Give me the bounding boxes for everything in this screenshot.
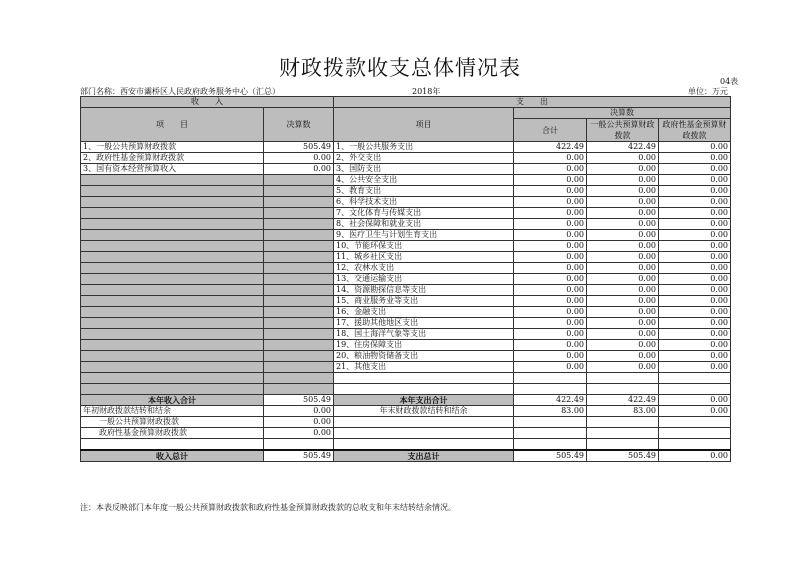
empty-cell [264, 296, 334, 307]
expense-total-value: 0.00 [514, 362, 587, 373]
carryover-begin-value: 0.00 [264, 406, 334, 417]
fund-budget-header: 政府性基金预算财政拨款 [659, 119, 731, 142]
expense-total-value: 0.00 [514, 318, 587, 329]
empty-cell [264, 351, 334, 362]
empty-cell [81, 175, 264, 186]
income-subtotal-label: 本年收入合计 [81, 395, 264, 406]
expense-item-label: 4、公共安全支出 [334, 175, 514, 186]
expense-general-value: 0.00 [587, 307, 659, 318]
report-year: 2018年 [412, 87, 441, 96]
expense-fund-value: 0.00 [659, 153, 731, 164]
empty-cell [659, 428, 731, 439]
income-item-header: 项 目 [81, 108, 264, 142]
table-row [81, 164, 731, 175]
empty-cell [264, 219, 334, 230]
income-header: 收 入 [81, 97, 334, 108]
expense-total-value: 0.00 [514, 329, 587, 340]
expense-total-value: 0.00 [514, 219, 587, 230]
income-subtotal-value: 505.49 [264, 395, 334, 406]
empty-cell [81, 362, 264, 373]
table-row [81, 241, 731, 252]
expense-total-value: 0.00 [514, 252, 587, 263]
income-grand-value: 505.49 [264, 450, 334, 462]
expense-fund-value: 0.00 [659, 219, 731, 230]
table-row [81, 175, 731, 186]
expense-fund-value: 0.00 [659, 307, 731, 318]
carryover-general-value: 0.00 [264, 417, 334, 428]
income-item-value: 505.49 [264, 142, 334, 153]
expense-fund-value: 0.00 [659, 329, 731, 340]
expense-general-value: 0.00 [587, 252, 659, 263]
table-row [81, 307, 731, 318]
table-row [81, 263, 731, 274]
table-row [81, 351, 731, 362]
income-item-value: 0.00 [264, 164, 334, 175]
carryover-general-label: 一般公共预算财政拨款 [81, 417, 264, 428]
carryover-begin-label: 年初财政拨款结转和结余 [81, 406, 264, 417]
expense-general-value: 0.00 [587, 164, 659, 175]
expense-grand-fund: 0.00 [659, 450, 731, 462]
header-row-1 [81, 97, 731, 108]
expense-fund-value: 0.00 [659, 362, 731, 373]
expense-general-value: 0.00 [587, 296, 659, 307]
expense-item-label: 3、国防支出 [334, 164, 514, 175]
expense-item-header: 项目 [334, 108, 514, 142]
empty-cell [264, 208, 334, 219]
table-row [81, 296, 731, 307]
income-grand-label: 收入总计 [81, 450, 264, 462]
expense-item-label: 21、其他支出 [334, 362, 514, 373]
subtotal-row [81, 395, 731, 406]
expense-total-value: 0.00 [514, 208, 587, 219]
carryover-end-fund: 0.00 [659, 406, 731, 417]
empty-cell [264, 197, 334, 208]
empty-cell [334, 384, 514, 395]
empty-cell [264, 230, 334, 241]
expense-final-header: 决算数 [514, 108, 731, 119]
expense-total-value: 0.00 [514, 351, 587, 362]
expense-header: 支 出 [334, 97, 731, 108]
expense-total-value: 0.00 [514, 153, 587, 164]
expense-general-value: 0.00 [587, 318, 659, 329]
empty-cell [514, 417, 587, 428]
expense-general-value: 422.49 [587, 142, 659, 153]
empty-cell [264, 263, 334, 274]
expense-fund-value: 0.00 [659, 340, 731, 351]
expense-total-value: 0.00 [514, 285, 587, 296]
income-item-label: 1、一般公共预算财政拨款 [81, 142, 264, 153]
empty-cell [81, 208, 264, 219]
expense-fund-value: 0.00 [659, 208, 731, 219]
empty-cell [264, 384, 334, 395]
table-row [81, 197, 731, 208]
table-code: 04表 [720, 77, 739, 86]
expense-general-value: 0.00 [587, 197, 659, 208]
empty-cell [264, 252, 334, 263]
empty-cell [81, 186, 264, 197]
income-final-header: 决算数 [264, 108, 334, 142]
empty-cell [81, 329, 264, 340]
empty-cell [264, 439, 334, 451]
table-row [81, 318, 731, 329]
expense-general-value: 0.00 [587, 285, 659, 296]
empty-row [81, 384, 731, 395]
carryover-end-label: 年末财政拨款结转和结余 [334, 406, 514, 417]
expense-item-label: 18、国土海洋气象等支出 [334, 329, 514, 340]
expense-total-value: 0.00 [514, 274, 587, 285]
expense-subtotal-label: 本年支出合计 [334, 395, 514, 406]
expense-grand-label: 支出总计 [334, 450, 514, 462]
expense-general-value: 0.00 [587, 263, 659, 274]
table-row [81, 153, 731, 164]
empty-cell [587, 428, 659, 439]
empty-cell [81, 373, 264, 384]
empty-cell [81, 230, 264, 241]
empty-cell [81, 384, 264, 395]
table-row [81, 219, 731, 230]
expense-total-value: 0.00 [514, 241, 587, 252]
empty-cell [264, 274, 334, 285]
empty-cell [334, 373, 514, 384]
empty-cell [659, 417, 731, 428]
expense-fund-value: 0.00 [659, 164, 731, 175]
expense-total-value: 0.00 [514, 230, 587, 241]
expense-general-value: 0.00 [587, 274, 659, 285]
report-title: 财政拨款收支总体情况表 [279, 56, 521, 80]
empty-cell [81, 439, 264, 451]
expense-total-value: 0.00 [514, 164, 587, 175]
table-row [81, 208, 731, 219]
empty-cell [514, 384, 587, 395]
expense-general-value: 0.00 [587, 362, 659, 373]
expense-general-value: 0.00 [587, 208, 659, 219]
finance-table [80, 96, 731, 462]
header-row-2 [81, 108, 731, 119]
expense-item-label: 17、援助其他地区支出 [334, 318, 514, 329]
income-item-label: 3、国有资本经营预算收入 [81, 164, 264, 175]
expense-grand-total: 505.49 [514, 450, 587, 462]
expense-item-label: 6、科学技术支出 [334, 197, 514, 208]
expense-item-label: 1、一般公共服务支出 [334, 142, 514, 153]
empty-cell [81, 252, 264, 263]
empty-cell [587, 373, 659, 384]
expense-subtotal-total: 422.49 [514, 395, 587, 406]
table-note: 注：本表反映部门本年度一般公共预算财政拨款和政府性基金预算财政拨款的总收支和年末结转结余情况。 [80, 503, 456, 512]
empty-cell [264, 241, 334, 252]
expense-fund-value: 0.00 [659, 142, 731, 153]
empty-cell [264, 307, 334, 318]
expense-item-label: 8、社会保障和就业支出 [334, 219, 514, 230]
empty-cell [81, 340, 264, 351]
expense-general-value: 0.00 [587, 351, 659, 362]
table-row [81, 186, 731, 197]
expense-fund-value: 0.00 [659, 296, 731, 307]
table-row [81, 274, 731, 285]
general-budget-header: 一般公共预算财政拨款 [587, 119, 659, 142]
empty-cell [264, 285, 334, 296]
expense-fund-value: 0.00 [659, 351, 731, 362]
table-row [81, 285, 731, 296]
empty-cell [264, 362, 334, 373]
expense-general-value: 0.00 [587, 230, 659, 241]
expense-item-label: 11、城乡社区支出 [334, 252, 514, 263]
carryover-fund-row [81, 428, 731, 439]
department-name: 部门名称：西安市灞桥区人民政府政务服务中心（汇总） [80, 87, 280, 96]
empty-cell [514, 428, 587, 439]
table-row [81, 230, 731, 241]
expense-fund-value: 0.00 [659, 175, 731, 186]
expense-total-value: 0.00 [514, 340, 587, 351]
empty-cell [264, 318, 334, 329]
empty-cell [659, 439, 731, 451]
empty-cell [514, 439, 587, 451]
expense-subtotal-fund: 0.00 [659, 395, 731, 406]
expense-general-value: 0.00 [587, 340, 659, 351]
expense-fund-value: 0.00 [659, 186, 731, 197]
grand-total-row [81, 450, 731, 462]
expense-item-label: 5、教育支出 [334, 186, 514, 197]
carryover-general-row [81, 417, 731, 428]
income-item-label: 2、政府性基金预算财政拨款 [81, 153, 264, 164]
expense-general-value: 0.00 [587, 186, 659, 197]
expense-item-label: 9、医疗卫生与计划生育支出 [334, 230, 514, 241]
income-item-value: 0.00 [264, 153, 334, 164]
empty-cell [81, 285, 264, 296]
empty-cell [81, 241, 264, 252]
empty-cell [334, 417, 514, 428]
expense-subtotal-general: 422.49 [587, 395, 659, 406]
table-row [81, 340, 731, 351]
table-row [81, 142, 731, 153]
carryover-fund-label: 政府性基金预算财政拨款 [81, 428, 264, 439]
expense-total-value: 0.00 [514, 263, 587, 274]
empty-cell [264, 373, 334, 384]
expense-item-label: 19、住房保障支出 [334, 340, 514, 351]
expense-item-label: 16、金融支出 [334, 307, 514, 318]
total-header: 合计 [514, 119, 587, 142]
expense-general-value: 0.00 [587, 241, 659, 252]
expense-total-value: 0.00 [514, 197, 587, 208]
expense-general-value: 0.00 [587, 329, 659, 340]
expense-item-label: 15、商业服务业等支出 [334, 296, 514, 307]
empty-cell [81, 318, 264, 329]
carryover-fund-value: 0.00 [264, 428, 334, 439]
table-row [81, 362, 731, 373]
empty-cell [81, 197, 264, 208]
expense-item-label: 2、外交支出 [334, 153, 514, 164]
carryover-end-general: 83.00 [587, 406, 659, 417]
expense-total-value: 0.00 [514, 186, 587, 197]
table-row [81, 329, 731, 340]
expense-item-label: 20、粮油物资储备支出 [334, 351, 514, 362]
empty-cell [587, 439, 659, 451]
empty-cell [264, 329, 334, 340]
expense-item-label: 12、农林水支出 [334, 263, 514, 274]
empty-cell [587, 417, 659, 428]
expense-total-value: 0.00 [514, 296, 587, 307]
empty-cell [81, 274, 264, 285]
empty-cell [264, 340, 334, 351]
empty-cell [334, 439, 514, 451]
empty-row [81, 373, 731, 384]
expense-item-label: 13、交通运输支出 [334, 274, 514, 285]
expense-general-value: 0.00 [587, 153, 659, 164]
empty-cell [81, 307, 264, 318]
expense-total-value: 0.00 [514, 307, 587, 318]
expense-total-value: 422.49 [514, 142, 587, 153]
expense-item-label: 14、资源勘探信息等支出 [334, 285, 514, 296]
expense-general-value: 0.00 [587, 219, 659, 230]
expense-fund-value: 0.00 [659, 197, 731, 208]
expense-general-value: 0.00 [587, 175, 659, 186]
empty-cell [659, 384, 731, 395]
empty-cell [514, 373, 587, 384]
empty-cell [587, 384, 659, 395]
expense-fund-value: 0.00 [659, 252, 731, 263]
expense-fund-value: 0.00 [659, 285, 731, 296]
empty-row [81, 439, 731, 451]
empty-cell [81, 296, 264, 307]
empty-cell [264, 175, 334, 186]
expense-fund-value: 0.00 [659, 263, 731, 274]
expense-fund-value: 0.00 [659, 318, 731, 329]
empty-cell [81, 219, 264, 230]
expense-fund-value: 0.00 [659, 241, 731, 252]
expense-item-label: 7、文化体育与传媒支出 [334, 208, 514, 219]
table-row [81, 252, 731, 263]
expense-fund-value: 0.00 [659, 230, 731, 241]
expense-item-label: 10、节能环保支出 [334, 241, 514, 252]
empty-cell [81, 351, 264, 362]
empty-cell [264, 186, 334, 197]
carryover-end-total: 83.00 [514, 406, 587, 417]
empty-cell [334, 428, 514, 439]
expense-total-value: 0.00 [514, 175, 587, 186]
expense-fund-value: 0.00 [659, 274, 731, 285]
unit-label: 单位：万元 [688, 87, 728, 96]
empty-cell [659, 373, 731, 384]
carryover-row [81, 406, 731, 417]
empty-cell [81, 263, 264, 274]
expense-grand-general: 505.49 [587, 450, 659, 462]
